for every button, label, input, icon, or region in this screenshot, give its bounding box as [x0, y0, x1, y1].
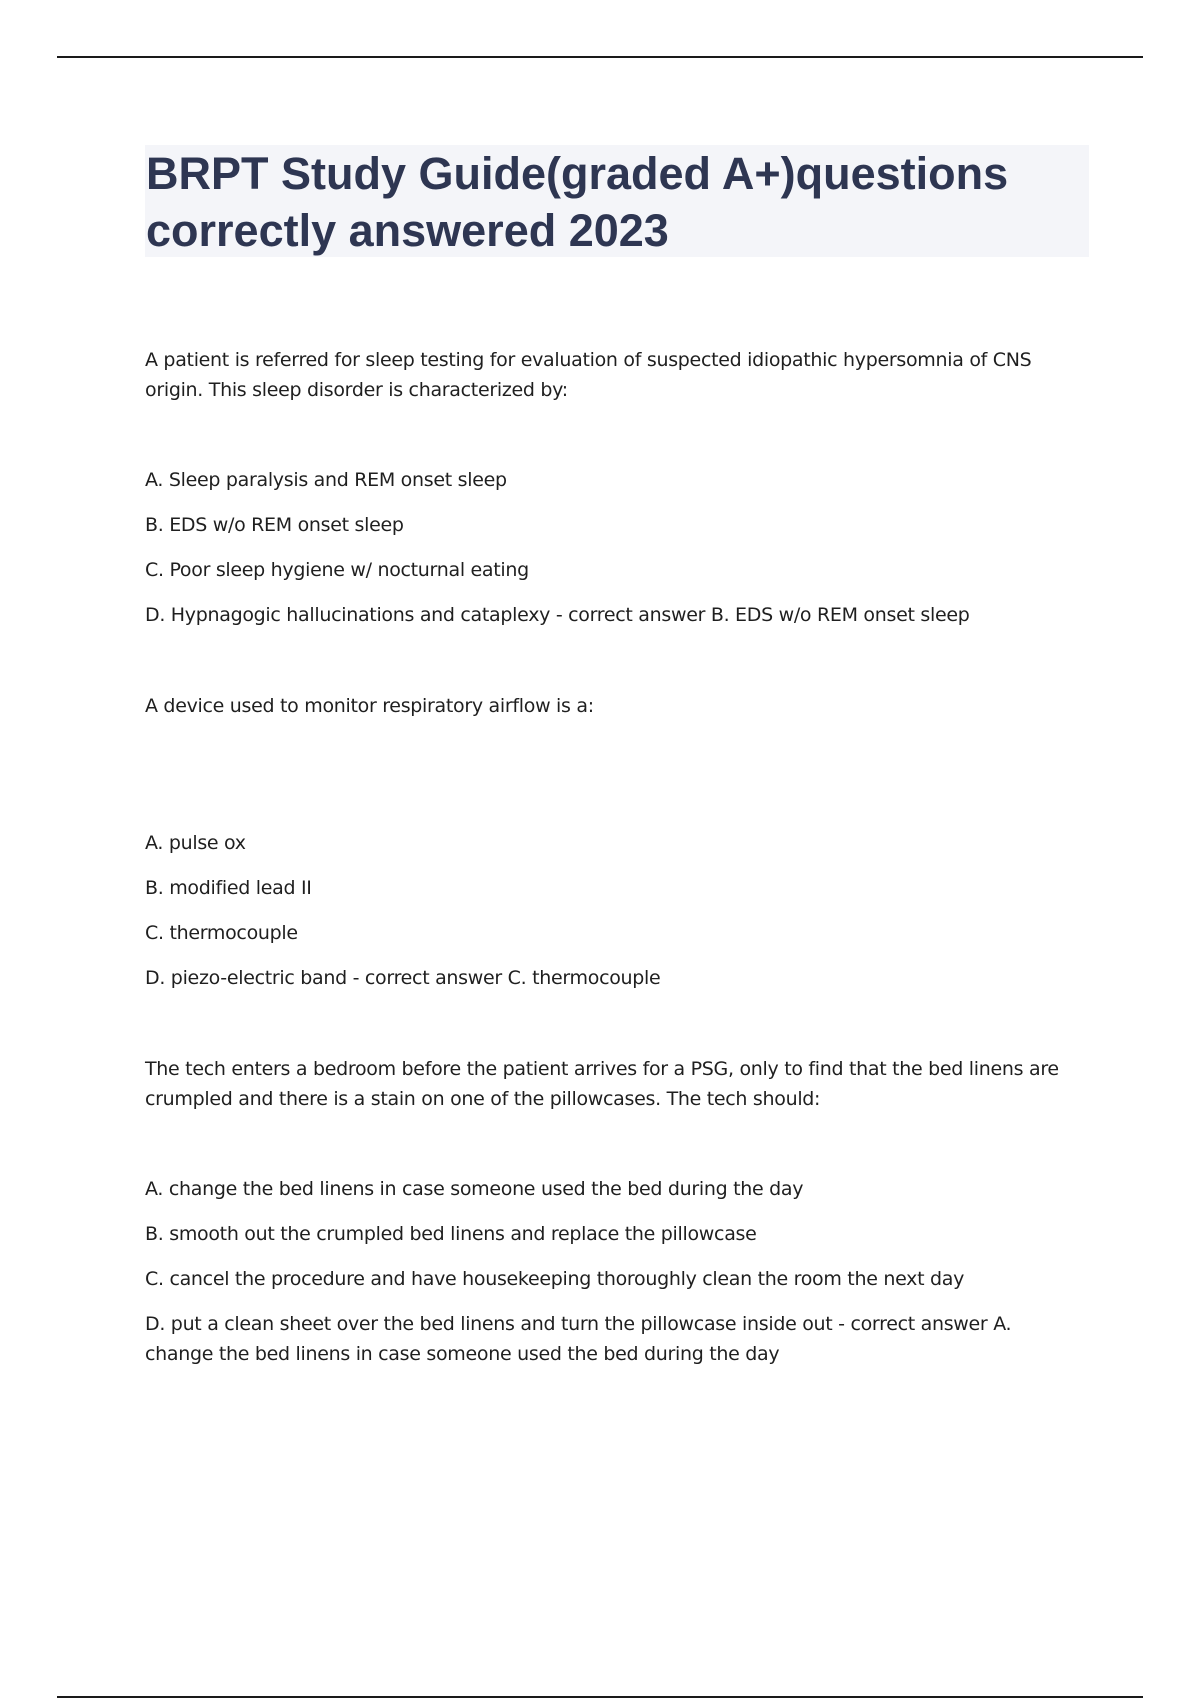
question-text: The tech enters a bedroom before the patient arrives for a PSG, only to find that the bed linens are crumpled and there is a stain on one of the pillowcases. The tech should:	[145, 1058, 1059, 1110]
answer-option: B. modified lead II	[145, 877, 312, 899]
question-text: A device used to monitor respiratory airflow is a:	[145, 695, 594, 717]
answer-option: A. change the bed linens in case someone used the bed during the day	[145, 1178, 804, 1200]
answer-options	[145, 465, 1085, 630]
answer-option: D. Hypnagogic hallucinations and cataplexy - correct answer B. EDS w/o REM onset sleep	[145, 604, 970, 626]
question-block	[145, 1054, 1085, 1369]
question-block	[145, 691, 1085, 993]
answer-option: B. smooth out the crumpled bed linens and replace the pillowcase	[145, 1223, 757, 1245]
answer-option: C. thermocouple	[145, 922, 298, 944]
answer-options	[145, 1174, 1085, 1369]
answer-option: B. EDS w/o REM onset sleep	[145, 514, 404, 536]
answer-option: D. piezo-electric band - correct answer C. thermocouple	[145, 967, 661, 989]
answer-option: C. cancel the procedure and have housekeeping thoroughly clean the room the next day	[145, 1268, 965, 1290]
answer-option: A. pulse ox	[145, 832, 246, 854]
document-title: BRPT Study Guide(graded A+)questions correctly answered 2023	[146, 148, 1009, 256]
document-body	[145, 345, 1085, 1369]
question-text: A patient is referred for sleep testing for evaluation of suspected idiopathic hypersomnia of CNS origin. This sleep disorder is characterized by:	[145, 349, 1032, 401]
bottom-rule	[57, 1696, 1143, 1698]
answer-options	[145, 828, 1085, 993]
answer-option: A. Sleep paralysis and REM onset sleep	[145, 469, 507, 491]
answer-option: D. put a clean sheet over the bed linens and turn the pillowcase inside out - correct answer A. change the bed linens in case someone used the bed during the day	[145, 1313, 1012, 1365]
top-rule	[57, 56, 1143, 58]
question-block	[145, 345, 1085, 630]
answer-option: C. Poor sleep hygiene w/ nocturnal eating	[145, 559, 529, 581]
